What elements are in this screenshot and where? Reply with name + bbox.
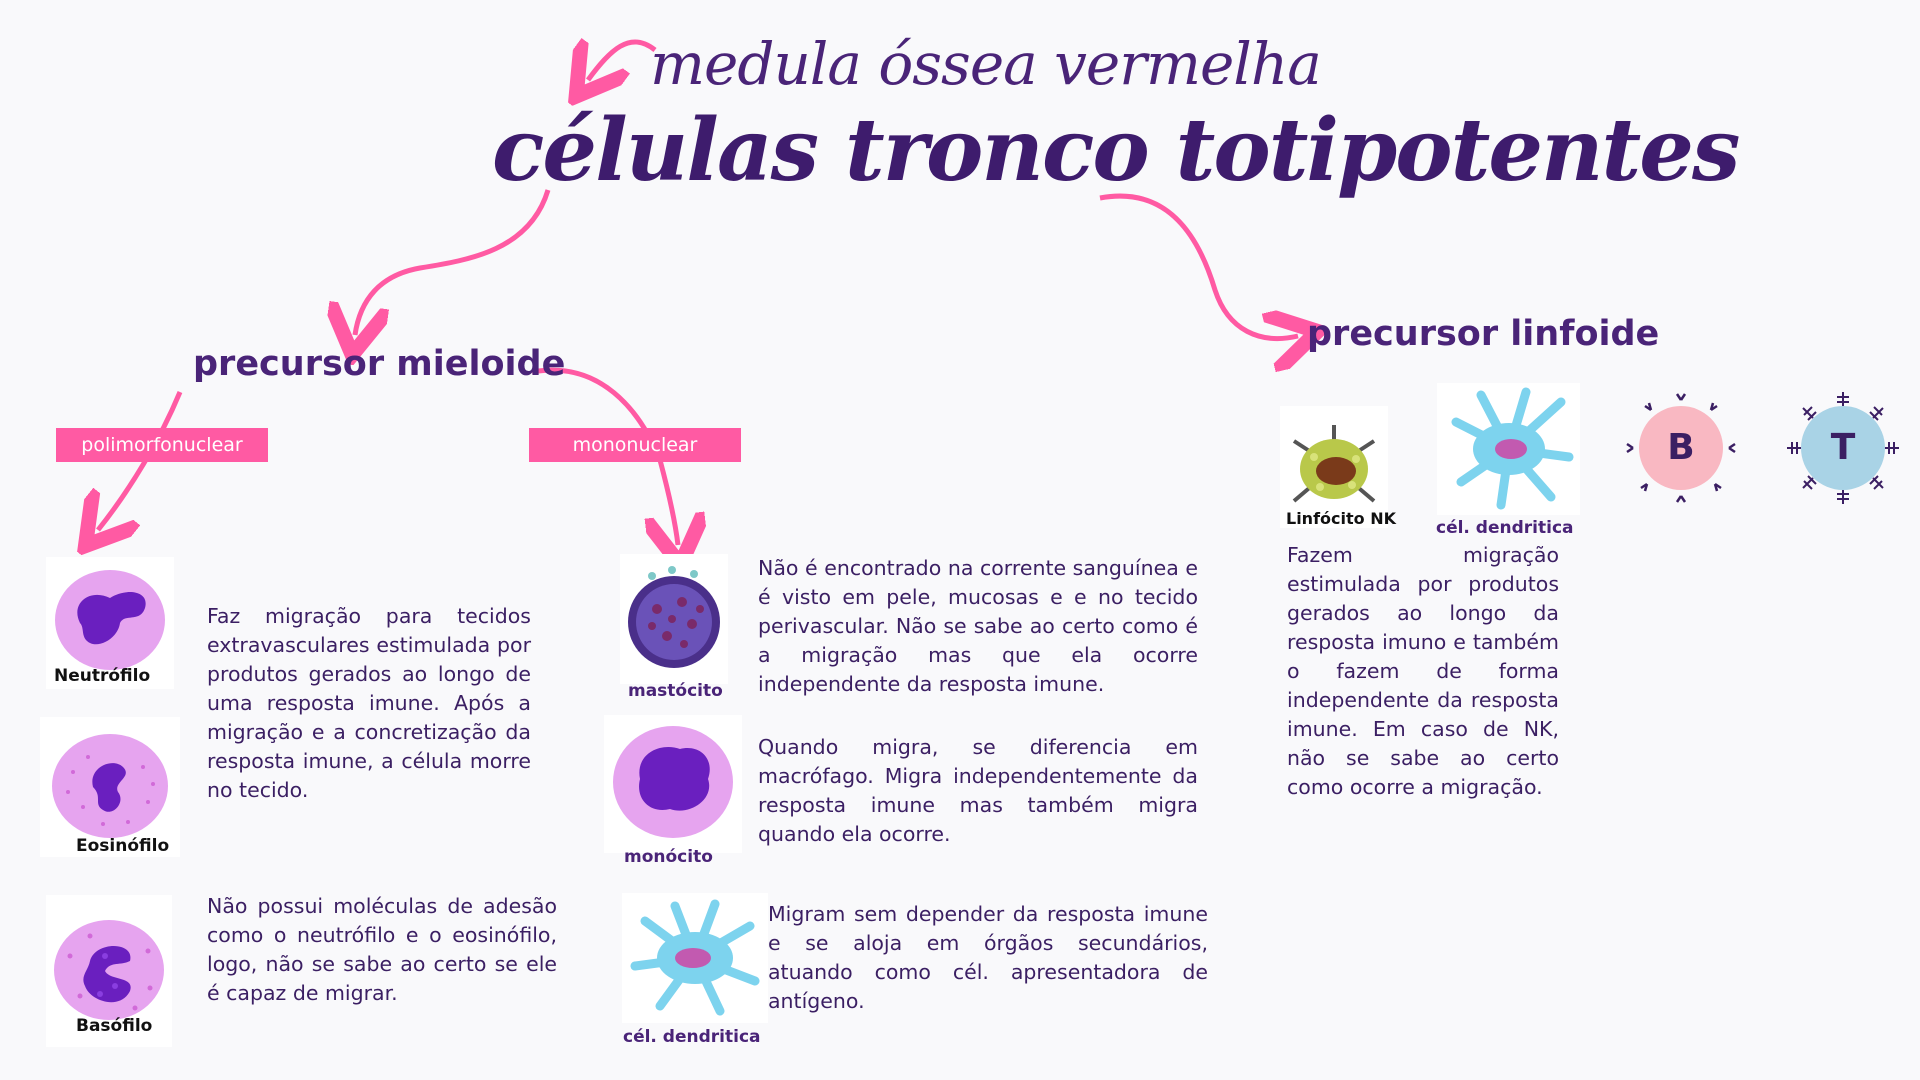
neutrophil-description: Faz migração para tecidos extravasculares estimulada por produtos gerados ao longo de uma resposta imune. Após a migração e a concretização da resposta imune, a célula morre no tecido. bbox=[207, 604, 531, 802]
label-monocyte: monócito bbox=[624, 847, 713, 867]
label-nk: Linfócito NK bbox=[1286, 509, 1396, 528]
mast-cell-description: Não é encontrado na corrente sanguínea e é visto em pele, mucosas e e no tecido perivascular. Não se sabe ao certo como é a migração mas que ela ocorre independente da resposta imune. bbox=[758, 556, 1198, 696]
label-neutrophil: Neutrófilo bbox=[54, 666, 151, 686]
lymphoid-description: Fazem migração estimulada por produtos gerados ao longo da resposta imuno e também o fazem de forma independente da resposta imune. Em caso de NK, não se sabe ao certo como ocorre a migração. bbox=[1287, 543, 1559, 799]
label-eosinophil: Eosinófilo bbox=[76, 836, 170, 856]
heading-myeloid: precursor mieloide bbox=[193, 344, 566, 384]
dendritic-cell-lymphoid-image bbox=[1437, 383, 1580, 515]
b-cell-letter: B bbox=[1667, 427, 1695, 468]
main-title: células tronco totipotentes bbox=[492, 100, 1739, 201]
label-dendritic-lymphoid: cél. dendritica bbox=[1436, 518, 1574, 538]
label-mast-cell: mastócito bbox=[628, 681, 723, 701]
heading-lymphoid: precursor linfoide bbox=[1307, 314, 1660, 354]
tag-mononuclear: mononuclear bbox=[529, 428, 741, 462]
subtitle-bone-marrow: medula óssea vermelha bbox=[650, 30, 1321, 98]
label-dendritic-myeloid: cél. dendritica bbox=[623, 1027, 761, 1047]
dendritic-cell-image bbox=[622, 893, 768, 1023]
tag-polymorphonuclear: polimorfonuclear bbox=[56, 428, 268, 462]
arrow-to-myeloid bbox=[355, 190, 548, 335]
arrow-to-lymphoid bbox=[1100, 196, 1298, 338]
t-cell-icon bbox=[1780, 385, 1906, 511]
label-basophil: Basófilo bbox=[76, 1016, 153, 1036]
arrow-to-subtitle bbox=[588, 42, 655, 80]
t-cell-letter: T bbox=[1830, 427, 1856, 468]
basophil-description: Não possui moléculas de adesão como o neutrófilo e o eosinófilo, logo, não se sabe ao certo se ele é capaz de migrar. bbox=[207, 894, 557, 1005]
b-cell-icon bbox=[1625, 392, 1737, 504]
monocyte-description: Quando migra, se diferencia em macrófago. Migra independentemente da resposta imune mas também migra quando ela ocorre. bbox=[758, 735, 1198, 846]
monocyte-image bbox=[604, 715, 742, 853]
dendritic-description: Migram sem depender da resposta imune e se aloja em órgãos secundários, atuando como cél. apresentadora de antígeno. bbox=[768, 902, 1208, 1013]
mast-cell-image bbox=[620, 554, 728, 684]
